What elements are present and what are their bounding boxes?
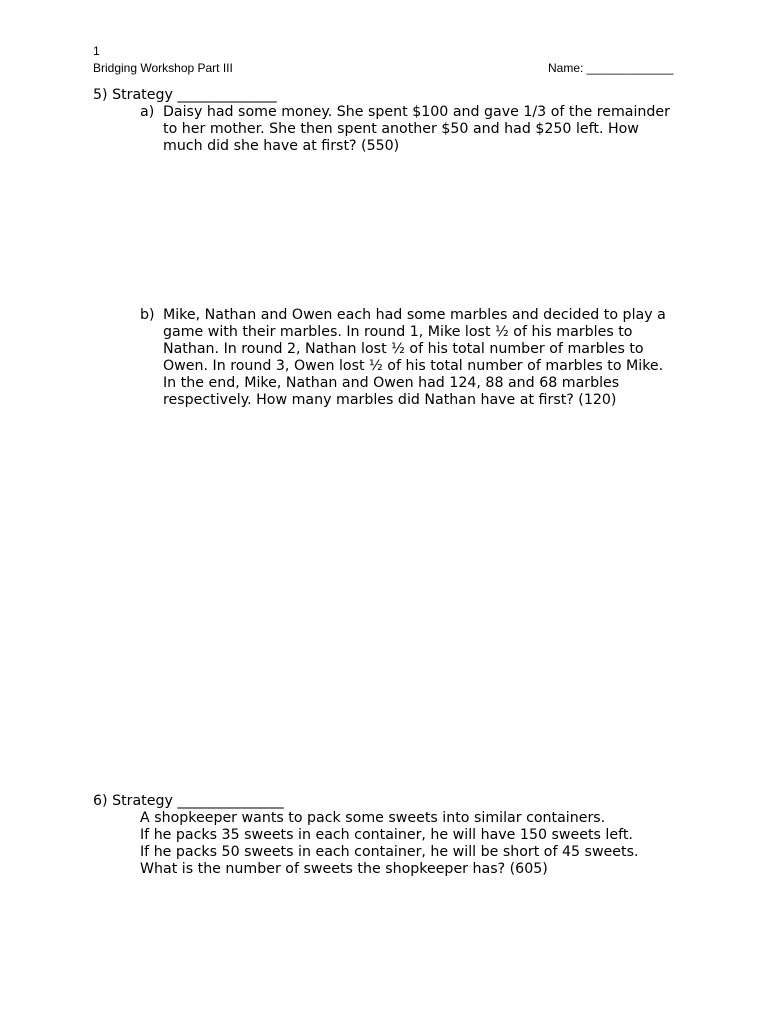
worksheet-title: Bridging Workshop Part III	[93, 61, 233, 75]
question-6-heading: 6) Strategy _______________	[93, 793, 284, 809]
question-line: If he packs 50 sweets in each container, he will be short of 45 sweets.	[140, 844, 639, 860]
question-line: much did she have at first? (550)	[163, 138, 400, 154]
question-line: to her mother. She then spent another $50 and had $250 left. How	[163, 121, 639, 137]
question-line: If he packs 35 sweets in each container, he will have 150 sweets left.	[140, 827, 633, 843]
question-5a-text	[163, 104, 670, 155]
question-line: Owen. In round 3, Owen lost ½ of his total number of marbles to Mike.	[163, 358, 664, 374]
question-line: A shopkeeper wants to pack some sweets into similar containers.	[140, 810, 606, 826]
question-5b-text	[163, 307, 666, 409]
question-line: In the end, Mike, Nathan and Owen had 124, 88 and 68 marbles	[163, 375, 620, 391]
question-line: What is the number of sweets the shopkeeper has? (605)	[140, 861, 548, 877]
question-5b-marker: b)	[140, 307, 155, 323]
question-6-text	[140, 810, 638, 878]
question-line: Nathan. In round 2, Nathan lost ½ of his total number of marbles to	[163, 341, 644, 357]
question-5-heading: 5) Strategy ______________	[93, 87, 277, 103]
page-number: 1	[93, 44, 100, 58]
question-line: game with their marbles. In round 1, Mike lost ½ of his marbles to	[163, 324, 633, 340]
name-field-label: Name: _____________	[548, 61, 674, 75]
question-line: Daisy had some money. She spent $100 and gave 1/3 of the remainder	[163, 104, 670, 120]
question-line: respectively. How many marbles did Nathan have at first? (120)	[163, 392, 617, 408]
question-line: Mike, Nathan and Owen each had some marbles and decided to play a	[163, 307, 666, 323]
question-5a-marker: a)	[140, 104, 155, 120]
